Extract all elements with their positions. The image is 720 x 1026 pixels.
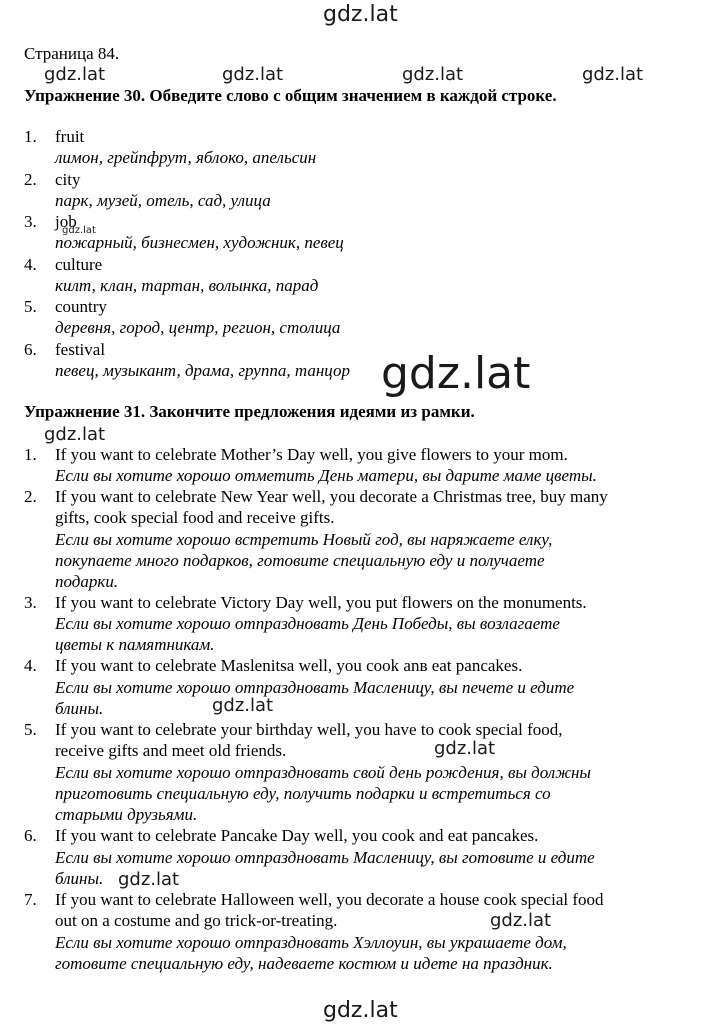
english-sentence: If you want to celebrate Mother’s Day well, you give flowers to your mom.: [55, 445, 568, 464]
russian-translation: подарки.: [55, 572, 119, 591]
watermark: gdz.lat: [490, 910, 552, 931]
russian-translation: Если вы хотите хорошо отметить День матери, вы дарите маме цветы.: [55, 466, 597, 485]
watermark-small: gdz.lat: [62, 225, 96, 236]
russian-translation: приготовить специальную еду, получить подарки и встретиться со: [55, 784, 551, 803]
russian-translation: Если вы хотите хорошо отпраздновать свой день рождения, вы должны: [55, 763, 591, 782]
item-word: culture: [55, 255, 103, 274]
item-number: 2.: [24, 170, 37, 189]
watermark-large: gdz.lat: [381, 348, 531, 399]
item-number: 6.: [24, 826, 37, 845]
watermark: gdz.lat: [212, 695, 274, 716]
russian-translation: блины.: [55, 699, 104, 718]
item-number: 6.: [24, 340, 37, 359]
item-word-list: парк, музей, отель, сад, улица: [55, 191, 271, 210]
item-number: 5.: [24, 297, 37, 316]
english-sentence: out on a costume and go trick-or-treating.: [55, 911, 338, 930]
russian-translation: Если вы хотите хорошо отпраздновать День Победы, вы возлагаете: [55, 614, 560, 633]
english-sentence: If you want to celebrate Maslenitsa well, you cook anв eat pancakes.: [55, 656, 523, 675]
russian-translation: старыми друзьями.: [55, 805, 198, 824]
page-label: Страница 84.: [24, 44, 120, 63]
english-sentence: If you want to celebrate New Year well, you decorate a Christmas tree, buy many: [55, 487, 608, 506]
watermark: gdz.lat: [222, 64, 284, 85]
item-word-list: лимон, грейпфрут, яблоко, апельсин: [55, 148, 317, 167]
english-sentence: receive gifts and meet old friends.: [55, 741, 287, 760]
item-word: city: [55, 170, 81, 189]
russian-translation: покупаете много подарков, готовите специальную еду и получаете: [55, 551, 545, 570]
item-number: 4.: [24, 656, 37, 675]
russian-translation: блины.: [55, 869, 104, 888]
item-word-list: деревня, город, центр, регион, столица: [55, 318, 341, 337]
russian-translation: Если вы хотите хорошо отпраздновать Масленицу, вы печете и едите: [55, 678, 575, 697]
english-sentence: If you want to celebrate Victory Day well, you put flowers on the monuments.: [55, 593, 587, 612]
item-number: 4.: [24, 255, 37, 274]
exercise-30-heading: Упражнение 30. Обведите слово с общим значением в каждой строке.: [24, 86, 557, 105]
russian-translation: Если вы хотите хорошо отпраздновать Масленицу, вы готовите и едите: [55, 848, 595, 867]
english-sentence: If you want to celebrate Halloween well, you decorate a house cook special food: [55, 890, 604, 909]
item-word: job: [55, 212, 77, 231]
item-number: 5.: [24, 720, 37, 739]
item-number: 2.: [24, 487, 37, 506]
watermark: gdz.lat: [118, 869, 180, 890]
item-word-list: певец, музыкант, драма, группа, танцор: [55, 361, 350, 380]
item-number: 3.: [24, 593, 37, 612]
watermark: gdz.lat: [44, 64, 106, 85]
item-number: 1.: [24, 445, 37, 464]
item-word-list: килт, клан, тартан, волынка, парад: [55, 276, 319, 295]
item-word-list: пожарный, бизнесмен, художник, певец: [55, 233, 344, 252]
russian-translation: Если вы хотите хорошо встретить Новый год, вы наряжаете елку,: [55, 530, 553, 549]
russian-translation: цветы к памятникам.: [55, 635, 215, 654]
item-word: fruit: [55, 127, 85, 146]
english-sentence: If you want to celebrate your birthday well, you have to cook special food,: [55, 720, 563, 739]
russian-translation: Если вы хотите хорошо отпраздновать Хэллоуин, вы украшаете дом,: [55, 933, 567, 952]
russian-translation: готовите специальную еду, надеваете костюм и идете на праздник.: [55, 954, 553, 973]
watermark: gdz.lat: [402, 64, 464, 85]
watermark-bottom: gdz.lat: [323, 998, 398, 1023]
item-word: country: [55, 297, 107, 316]
watermark: gdz.lat: [582, 64, 644, 85]
english-sentence: If you want to celebrate Pancake Day well, you cook and eat pancakes.: [55, 826, 539, 845]
item-word: festival: [55, 340, 106, 359]
item-number: 1.: [24, 127, 37, 146]
english-sentence: gifts, cook special food and receive gifts.: [55, 508, 335, 527]
watermark: gdz.lat: [434, 738, 496, 759]
item-number: 7.: [24, 890, 37, 909]
watermark-top: gdz.lat: [323, 2, 398, 27]
item-number: 3.: [24, 212, 37, 231]
watermark: gdz.lat: [44, 424, 106, 445]
exercise-31-heading: Упражнение 31. Закончите предложения идеями из рамки.: [24, 402, 475, 421]
